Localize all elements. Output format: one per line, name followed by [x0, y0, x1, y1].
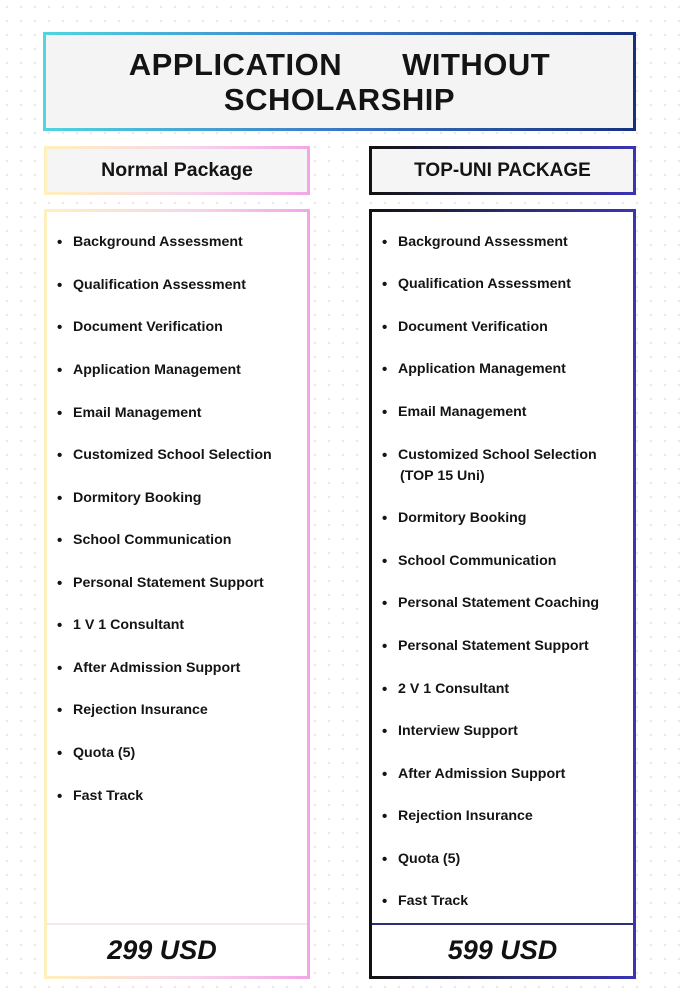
top-uni-package-price: 599 USD	[447, 935, 558, 965]
normal-package-price: 299 USD	[107, 935, 217, 965]
feature-item: • Fast Track	[57, 786, 303, 807]
feature-item: • After Admission Support	[57, 658, 303, 679]
feature-item: • Background Assessment	[382, 232, 629, 253]
feature-item: • Application Management	[382, 359, 629, 380]
normal-package-card	[44, 209, 310, 979]
feature-item: • Rejection Insurance	[57, 700, 303, 721]
normal-package-header-panel	[47, 149, 307, 192]
feature-item: • Quota (5)	[382, 849, 629, 870]
feature-item: • Personal Statement Support	[382, 636, 629, 657]
feature-item: • 2 V 1 Consultant	[382, 679, 629, 700]
page-title-word-1: APPLICATION	[128, 46, 343, 82]
feature-item: • School Communication	[382, 551, 629, 572]
feature-item: • Quota (5)	[57, 743, 303, 764]
feature-item: • Personal Statement Support	[57, 573, 303, 594]
feature-item: • Application Management	[57, 360, 303, 381]
page-title-box	[43, 32, 636, 131]
feature-item: • Qualification Assessment	[382, 274, 629, 295]
feature-item: • Personal Statement Coaching	[382, 593, 629, 614]
page-title-panel	[46, 35, 633, 128]
feature-item-subline: (TOP 15 Uni)	[400, 468, 485, 484]
feature-item: • Background Assessment	[57, 232, 303, 253]
top-uni-package-name: TOP-UNI PACKAGE	[414, 159, 591, 181]
feature-item: • School Communication	[57, 530, 303, 551]
feature-item-text: Customized School Selection	[398, 447, 597, 463]
top-uni-package-price-bar	[372, 923, 633, 976]
feature-item: • 1 V 1 Consultant	[57, 615, 303, 636]
top-uni-package-card	[369, 209, 636, 979]
top-uni-package-header	[369, 146, 636, 195]
feature-item: • Email Management	[57, 403, 303, 424]
top-uni-package-card-body	[372, 212, 633, 976]
feature-item: • Document Verification	[382, 317, 629, 338]
feature-item: • Email Management	[382, 402, 629, 423]
normal-package-name: Normal Package	[101, 159, 253, 181]
normal-package-price-bar	[47, 923, 307, 976]
feature-item: • Qualification Assessment	[57, 275, 303, 296]
feature-item	[382, 445, 629, 487]
feature-item: • Dormitory Booking	[57, 488, 303, 509]
page-title	[120, 47, 560, 117]
feature-item: • After Admission Support	[382, 764, 629, 785]
feature-item: • Document Verification	[57, 317, 303, 338]
feature-item: • Dormitory Booking	[382, 508, 629, 529]
normal-package-header	[44, 146, 310, 195]
page-title-word-2: WITHOUT	[402, 46, 551, 82]
normal-package-card-body	[47, 212, 307, 976]
page-title-line-2: SCHOLARSHIP	[223, 81, 456, 117]
feature-item: • Rejection Insurance	[382, 806, 629, 827]
feature-item: • Interview Support	[382, 721, 629, 742]
feature-item: • Fast Track	[382, 891, 629, 912]
feature-item: • Customized School Selection	[57, 445, 303, 466]
top-uni-package-header-panel	[372, 149, 633, 192]
